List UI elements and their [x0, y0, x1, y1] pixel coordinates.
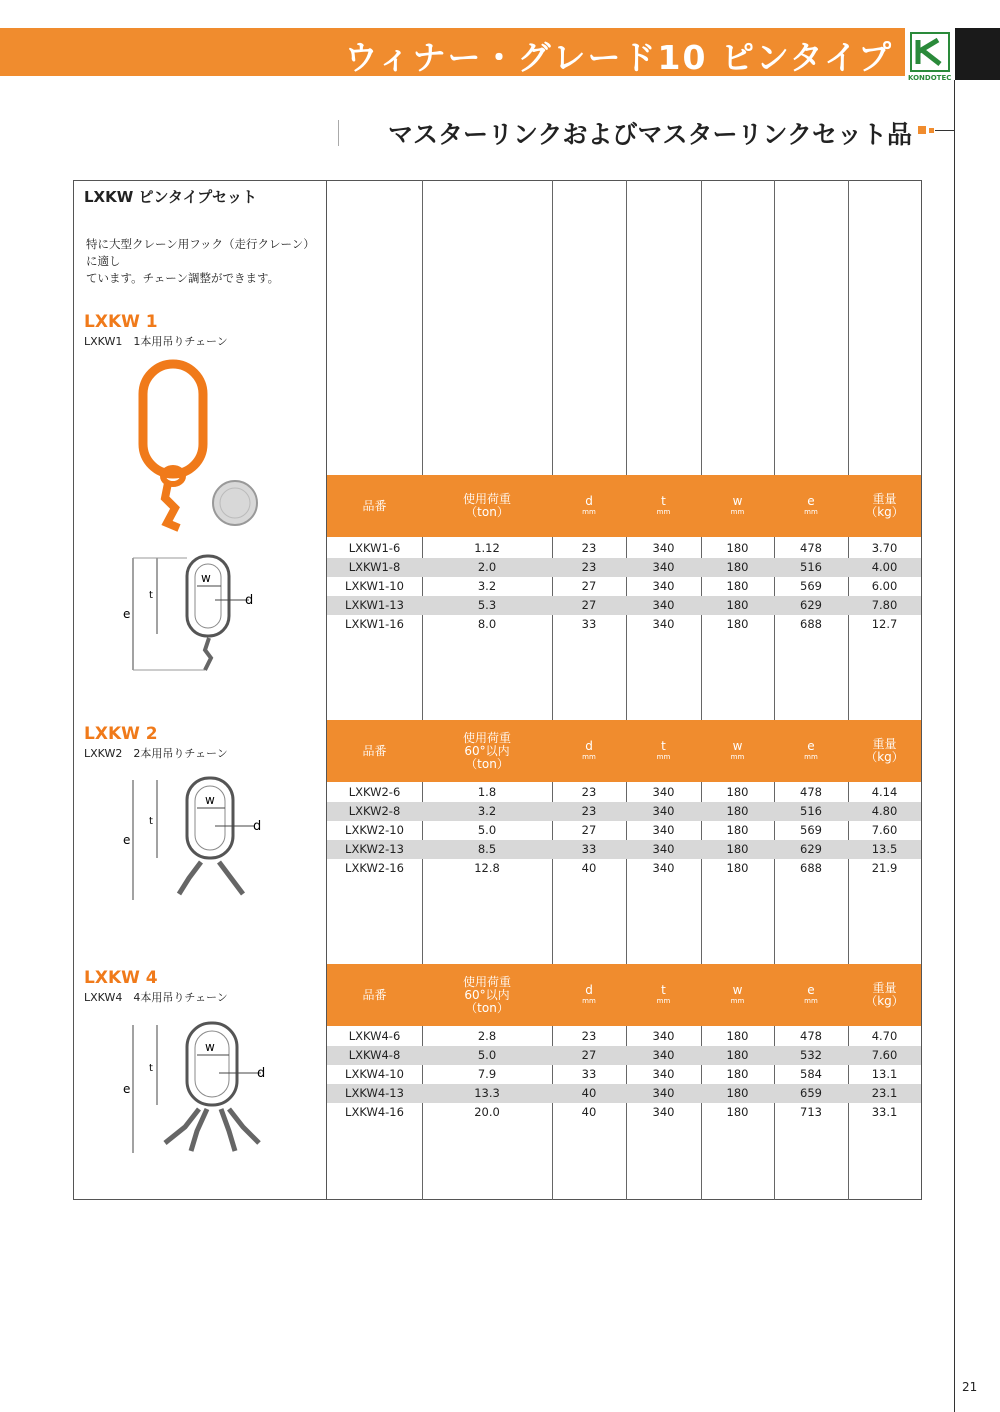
table-cell: 23	[581, 804, 597, 818]
table-cell: 340	[652, 823, 675, 837]
column-header-line: t	[661, 494, 666, 508]
page-title: ウィナー・グレード10 ピンタイプ	[344, 38, 893, 77]
table-cell: 13.1	[871, 1067, 898, 1081]
column-header	[774, 964, 848, 1026]
column-header-line: d	[585, 983, 593, 997]
dimension-diagram-lxkw4	[125, 1015, 275, 1165]
label-d: d	[257, 1066, 266, 1081]
table-cell: 12.7	[871, 617, 898, 631]
table-cell: 40	[581, 1105, 597, 1119]
description-line: ています。チェーン調整ができます。	[86, 271, 280, 285]
table-cell: 180	[726, 804, 749, 818]
column-header-line: e	[807, 739, 815, 753]
table-cell: 584	[800, 1067, 822, 1081]
table-cell: 40	[581, 1086, 597, 1100]
header-bar	[0, 28, 905, 76]
section-title-lxkw4: LXKW 4	[84, 968, 158, 988]
column-header	[848, 475, 921, 537]
table-cell: 7.60	[871, 823, 898, 837]
table-cell: 340	[652, 579, 675, 593]
table-row	[327, 1103, 921, 1122]
table-cell: 340	[652, 617, 675, 631]
table-cell: LXKW2-10	[345, 823, 404, 837]
label-t: t	[149, 816, 153, 827]
table-cell: 40	[581, 861, 597, 875]
table-cell: 180	[726, 617, 749, 631]
column-unit: mm	[582, 508, 596, 516]
table-cell: 33	[581, 617, 597, 631]
table-cell: 27	[581, 1048, 597, 1062]
description-line: 特に大型クレーン用フック（走行クレーン）に適し	[86, 237, 315, 268]
table-cell: 23	[581, 1029, 597, 1043]
kondotec-logo-icon	[910, 32, 950, 76]
column-header	[422, 475, 552, 537]
table-cell: 629	[800, 598, 822, 612]
column-header-line: 重量	[872, 737, 897, 751]
table-cell: 340	[652, 804, 675, 818]
table-cell: 659	[800, 1086, 822, 1100]
table-cell: 23	[581, 541, 597, 555]
subtitle-rule	[935, 130, 955, 131]
table-cell: 180	[726, 579, 749, 593]
table-cell: LXKW2-13	[345, 842, 404, 856]
table-cell: 180	[726, 1105, 749, 1119]
table-cell: 340	[652, 842, 675, 856]
table-row	[327, 615, 921, 634]
column-header	[552, 720, 626, 782]
table-cell: 23	[581, 785, 597, 799]
master-link-photo	[135, 358, 275, 538]
column-unit: mm	[730, 753, 745, 761]
page-edge-tab	[955, 28, 1000, 80]
column-header	[327, 964, 422, 1026]
label-e: e	[123, 833, 131, 847]
table-cell: LXKW1-16	[345, 617, 404, 631]
table-row	[327, 596, 921, 615]
table-cell: 340	[652, 1067, 675, 1081]
table-cell: 569	[800, 823, 822, 837]
set-title: LXKW ピンタイプセット	[84, 188, 258, 206]
table-row	[327, 802, 921, 821]
table-cell: 8.5	[477, 842, 497, 856]
table-cell: 5.0	[477, 823, 497, 837]
column-header-line: t	[661, 983, 666, 997]
table-cell: 3.70	[871, 541, 898, 555]
column-header	[774, 720, 848, 782]
table-cell: LXKW1-13	[345, 598, 404, 612]
subtitle-marker	[918, 126, 926, 134]
table-row	[327, 859, 921, 878]
table-cell: 5.3	[477, 598, 497, 612]
table-cell: LXKW4-13	[345, 1086, 404, 1100]
table-cell: 33.1	[871, 1105, 898, 1119]
table-cell: LXKW1-8	[348, 560, 401, 574]
section-subtitle-lxkw1: LXKW1 1本用吊りチェーン	[84, 335, 228, 348]
column-header	[774, 475, 848, 537]
table-cell: 4.00	[871, 560, 898, 574]
column-header	[327, 720, 422, 782]
column-header	[626, 964, 701, 1026]
section-subtitle-lxkw2: LXKW2 2本用吊りチェーン	[84, 747, 228, 760]
table-cell: 516	[800, 560, 822, 574]
table-cell: 340	[652, 1048, 675, 1062]
column-header-line: （ton）	[465, 756, 509, 771]
table-cell: 21.9	[871, 861, 898, 875]
label-d: d	[253, 819, 262, 834]
section-subtitle-lxkw4: LXKW4 4本用吊りチェーン	[84, 991, 228, 1004]
column-header	[848, 720, 921, 782]
table-cell: 180	[726, 598, 749, 612]
column-unit: mm	[730, 508, 745, 516]
table-row	[327, 1027, 921, 1046]
table-cell: 478	[800, 1029, 822, 1043]
table-cell: LXKW4-8	[348, 1048, 401, 1062]
table-cell: 7.60	[871, 1048, 898, 1062]
table-cell: 33	[581, 1067, 597, 1081]
column-header-line: 60°以内	[464, 987, 510, 1002]
table-cell: 6.00	[871, 579, 898, 593]
table-cell: 27	[581, 598, 597, 612]
table-cell: 23	[581, 560, 597, 574]
table-header	[327, 475, 921, 537]
column-header-line: w	[732, 739, 743, 753]
table-cell: 340	[652, 560, 675, 574]
column-unit: mm	[804, 508, 818, 516]
dimension-diagram-lxkw1	[125, 548, 275, 678]
table-row	[327, 1046, 921, 1065]
table-cell: 340	[652, 1105, 675, 1119]
label-w: w	[205, 1040, 215, 1054]
table-row	[327, 821, 921, 840]
table-cell: 4.70	[871, 1029, 898, 1043]
table-cell: 27	[581, 823, 597, 837]
column-header-line: w	[732, 494, 743, 508]
table-cell: 340	[652, 541, 675, 555]
subtitle-marker-small	[929, 128, 934, 133]
column-header-line: （kg）	[865, 750, 904, 764]
table-header	[327, 720, 921, 782]
table-cell: 4.80	[871, 804, 898, 818]
table-cell: 516	[800, 804, 822, 818]
column-header	[422, 964, 552, 1026]
table-cell: 180	[726, 842, 749, 856]
table-cell: 180	[726, 823, 749, 837]
table-cell: 12.8	[474, 861, 500, 875]
table-cell: 180	[726, 541, 749, 555]
column-header-line: （ton）	[465, 505, 509, 519]
table-cell: 713	[800, 1105, 822, 1119]
column-header	[552, 475, 626, 537]
table-cell: 33	[581, 842, 597, 856]
label-e: e	[123, 607, 131, 621]
table-cell: 13.3	[474, 1086, 500, 1100]
table-cell: 27	[581, 579, 597, 593]
column-header-line: （ton）	[465, 1000, 509, 1015]
column-header-line: e	[807, 983, 815, 997]
column-header	[327, 475, 422, 537]
table-header	[327, 964, 921, 1026]
table-cell: 340	[652, 785, 675, 799]
label-w: w	[205, 793, 215, 807]
column-header	[701, 720, 774, 782]
dimension-diagram-lxkw2	[125, 770, 275, 910]
table-cell: 180	[726, 1048, 749, 1062]
column-header-line: d	[585, 739, 593, 753]
column-unit: mm	[582, 997, 596, 1005]
column-unit: mm	[656, 997, 671, 1005]
table-cell: 1.12	[474, 541, 500, 555]
table-cell: 2.8	[477, 1029, 497, 1043]
table-cell: LXKW1-6	[348, 541, 401, 555]
table-cell: 532	[800, 1048, 822, 1062]
column-header-line: 品番	[362, 987, 387, 1002]
subtitle-tick	[338, 120, 339, 146]
set-description	[86, 236, 326, 287]
table-row	[327, 840, 921, 859]
table-cell: LXKW1-10	[345, 579, 404, 593]
label-e: e	[123, 1082, 131, 1096]
column-header-line: w	[732, 983, 743, 997]
table-cell: 478	[800, 541, 822, 555]
section-subtitle: マスターリンクおよびマスターリンクセット品	[387, 120, 912, 149]
section-title-lxkw1: LXKW 1	[84, 312, 158, 332]
column-unit: mm	[582, 753, 596, 761]
table-row	[327, 1065, 921, 1084]
table-row	[327, 783, 921, 802]
table-cell: 13.5	[871, 842, 898, 856]
column-header	[422, 720, 552, 782]
column-unit: mm	[804, 753, 818, 761]
table-cell: 688	[800, 861, 822, 875]
column-header-line: 重量	[872, 492, 897, 506]
table-cell: 629	[800, 842, 822, 856]
table-cell: LXKW2-8	[348, 804, 401, 818]
column-header	[701, 964, 774, 1026]
table-cell: 4.14	[871, 785, 898, 799]
table-cell: 8.0	[477, 617, 497, 631]
table-cell: 569	[800, 579, 822, 593]
table-cell: 23.1	[871, 1086, 898, 1100]
table-cell: 180	[726, 785, 749, 799]
table-cell: LXKW2-6	[348, 785, 401, 799]
table-cell: 340	[652, 598, 675, 612]
label-w: w	[201, 571, 211, 585]
column-header-line: 使用荷重	[462, 974, 511, 989]
column-header-line: （kg）	[865, 994, 904, 1008]
table-cell: 180	[726, 861, 749, 875]
table-cell: 3.2	[477, 804, 497, 818]
table-cell: 180	[726, 1029, 749, 1043]
label-d: d	[245, 593, 254, 608]
table-cell: 180	[726, 1086, 749, 1100]
table-cell: 688	[800, 617, 822, 631]
table-cell: 2.0	[477, 560, 497, 574]
table-cell: 340	[652, 861, 675, 875]
table-row	[327, 558, 921, 577]
table-cell: 478	[800, 785, 822, 799]
column-header-line: （kg）	[865, 505, 904, 519]
column-header	[626, 720, 701, 782]
table-cell: 20.0	[474, 1105, 500, 1119]
column-header-line: 品番	[362, 498, 387, 513]
table-cell: 340	[652, 1029, 675, 1043]
column-header-line: 使用荷重	[462, 492, 511, 506]
logo-text: KONDOTEC	[908, 74, 952, 82]
column-unit: mm	[656, 753, 671, 761]
column-header	[552, 964, 626, 1026]
table-row	[327, 577, 921, 596]
section-title-lxkw2: LXKW 2	[84, 724, 158, 744]
column-header-line: t	[661, 739, 666, 753]
table-cell: 7.9	[477, 1067, 497, 1081]
column-header-line: 品番	[362, 743, 387, 758]
column-unit: mm	[730, 997, 745, 1005]
column-header-line: e	[807, 494, 815, 508]
table-row	[327, 539, 921, 558]
column-header	[626, 475, 701, 537]
column-unit: mm	[656, 508, 671, 516]
column-header-line: 60°以内	[464, 743, 510, 758]
column-header	[848, 964, 921, 1026]
table-cell: 7.80	[871, 598, 898, 612]
column-unit: mm	[804, 997, 818, 1005]
table-cell: LXKW4-16	[345, 1105, 404, 1119]
table-row	[327, 1084, 921, 1103]
table-cell: 340	[652, 1086, 675, 1100]
table-cell: 180	[726, 560, 749, 574]
column-header	[701, 475, 774, 537]
label-t: t	[149, 590, 153, 601]
column-header-line: d	[585, 494, 593, 508]
page-edge-line	[954, 80, 955, 1412]
page-number: 21	[962, 1380, 978, 1394]
table-cell: LXKW4-6	[348, 1029, 401, 1043]
table-cell: LXKW2-16	[345, 861, 404, 875]
table-cell: 180	[726, 1067, 749, 1081]
label-t: t	[149, 1063, 153, 1074]
table-cell: 1.8	[477, 785, 497, 799]
table-cell: 3.2	[477, 579, 497, 593]
column-header-line: 使用荷重	[462, 730, 511, 745]
column-header-line: 重量	[872, 981, 897, 995]
table-cell: LXKW4-10	[345, 1067, 404, 1081]
table-cell: 5.0	[477, 1048, 497, 1062]
